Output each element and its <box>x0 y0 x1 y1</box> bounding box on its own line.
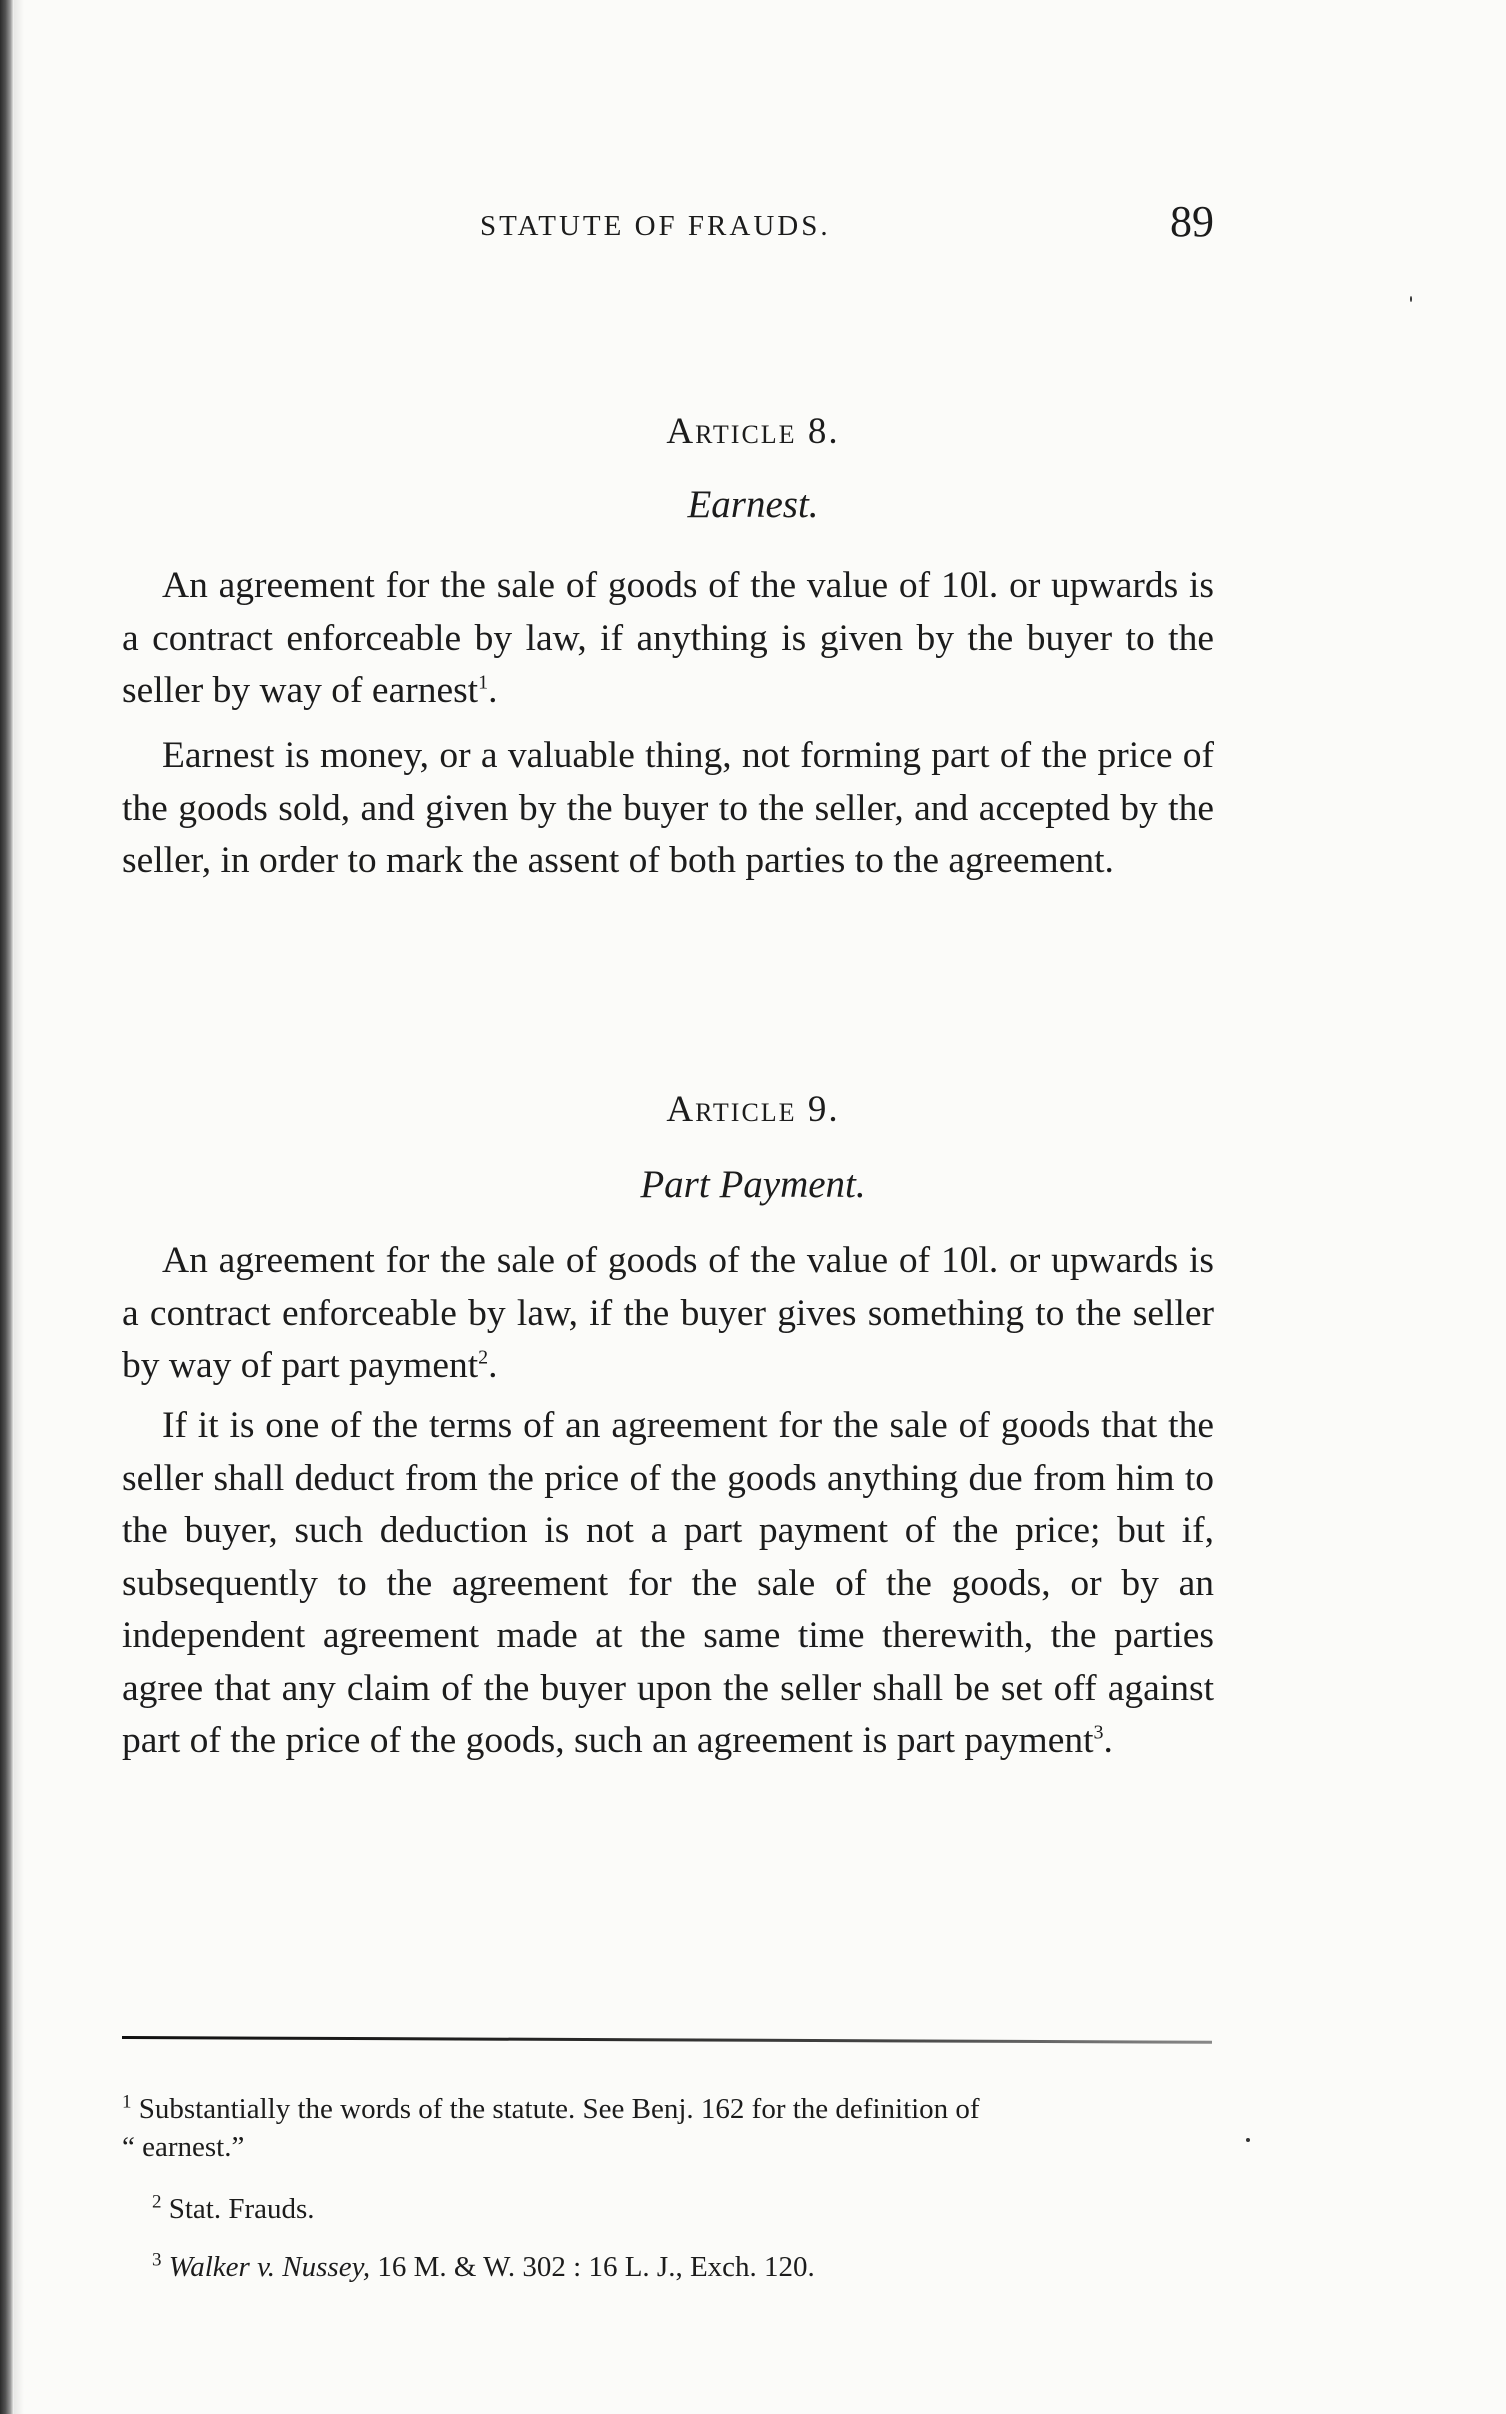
footnote-2-text: Stat. Frauds. <box>168 2193 315 2225</box>
article-8-paragraph-2: Earnest is money, or a valuable thing, not forming part of the price of the goods sold, and given by the buyer to the seller, and accepted by the seller, in order to mark the assent of both parties to the agreement. <box>122 735 1214 881</box>
footnote-rule <box>122 2036 1212 2044</box>
footnote-2-number: 2 <box>152 2191 162 2213</box>
article-8-heading: Article 8. <box>666 411 840 452</box>
footnote-3-case-name: Walker v. Nussey, <box>168 2251 371 2283</box>
article-9-paragraph-1-text: An agreement for the sale of goods of the value of 10l. or upwards is a contract enforceable by law, if the buyer gives something to the seller by way of part payment <box>122 1240 1214 1386</box>
footnote-1 <box>122 2090 1212 2166</box>
footnote-1-line-1: Substantially the words of the statute. See Benj. 162 for the definition of <box>138 2093 980 2125</box>
book-spine-edge <box>0 0 14 2414</box>
article-9-paragraph-1-end: . <box>488 1345 498 1386</box>
print-speck <box>1246 2138 1250 2142</box>
article-9-paragraph-2-text: If it is one of the terms of an agreement for the sale of goods that the seller shall deduct from the price of the goods anything due from him to the buyer, such deduction is not a part payment of the price; but if, subsequently to the agreement for the sale of the goods, or by an independent agreement made at the same time therewith, the parties agree that any claim of the buyer upon the seller shall be set off against part of the price of the goods, such an agreement is part payment <box>122 1405 1214 1761</box>
footnote-3 <box>152 2248 1242 2286</box>
article-8-paragraph-1-text: An agreement for the sale of goods of the value of 10l. or upwards is a contract enforceable by law, if anything is given by the buyer to the seller by way of earnest <box>122 565 1214 711</box>
footnote-marker-2: 2 <box>478 1346 489 1369</box>
print-speck <box>1410 296 1412 302</box>
article-9-heading: Article 9. <box>666 1089 840 1130</box>
article-9-paragraph-2-end: . <box>1103 1720 1113 1761</box>
footnote-1-number: 1 <box>122 2091 132 2113</box>
footnote-3-number: 3 <box>152 2249 162 2271</box>
footnote-3-citation: 16 M. & W. 302 : 16 L. J., Exch. 120. <box>370 2251 815 2283</box>
article-9-paragraph-1 <box>122 1235 1214 1393</box>
footnote-2 <box>152 2190 1242 2228</box>
article-8-paragraph-1-end: . <box>488 670 498 711</box>
footnote-marker-1: 1 <box>478 671 489 694</box>
footnote-1-line-2: “ earnest.” <box>122 2131 245 2163</box>
article-9-paragraph-2 <box>122 1400 1214 1768</box>
running-head: STATUTE OF FRAUDS. <box>480 210 831 242</box>
article-9-title: Part Payment. <box>640 1163 866 1206</box>
article-8-paragraph-1 <box>122 560 1214 718</box>
footnote-marker-3: 3 <box>1093 1721 1104 1744</box>
spine-shadow <box>14 0 24 2414</box>
page-number: 89 <box>1170 197 1214 246</box>
article-8-title: Earnest. <box>687 483 819 526</box>
